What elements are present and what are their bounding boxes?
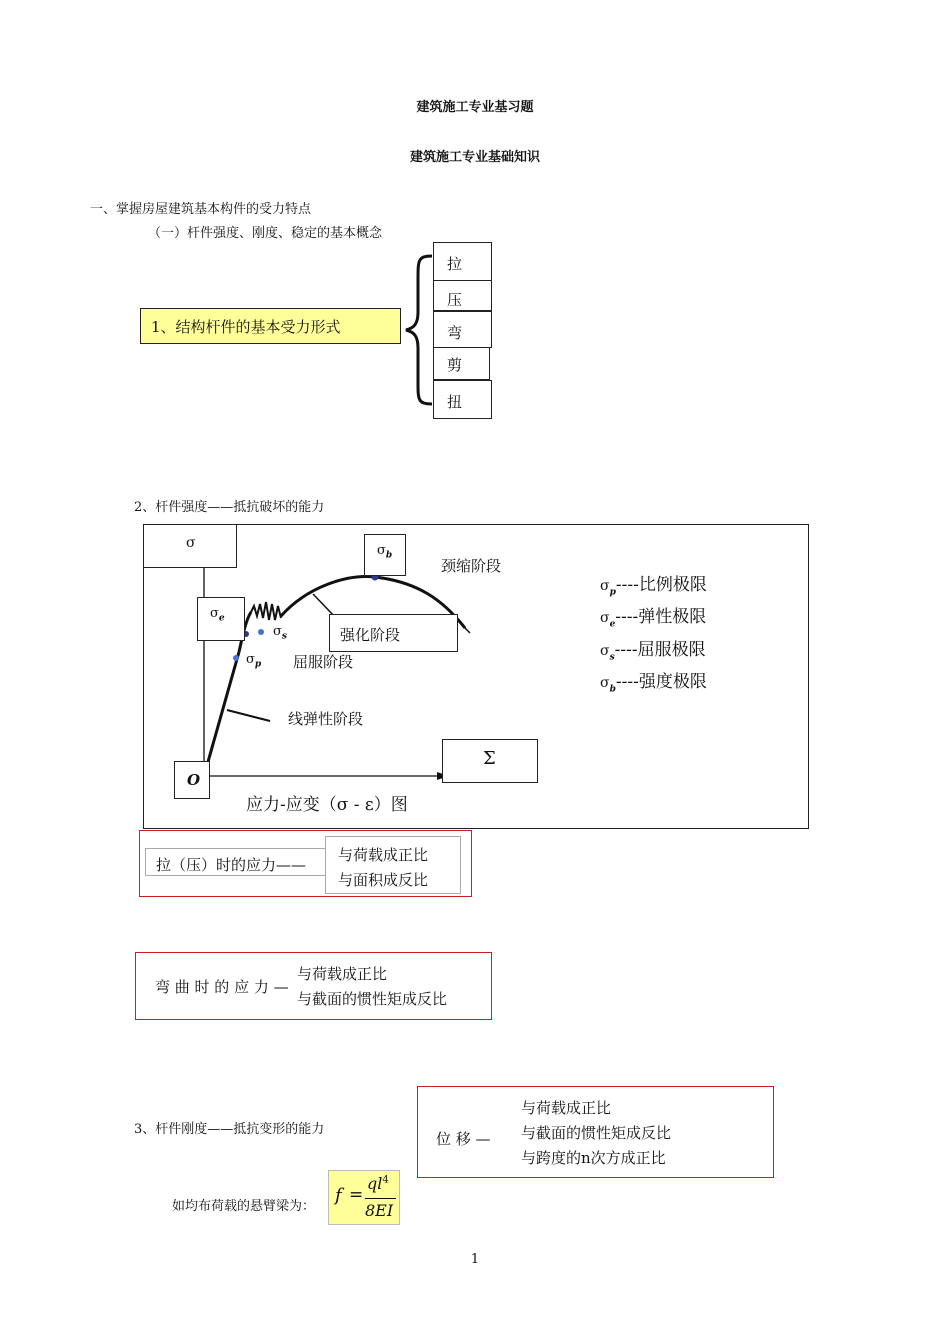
force-type-torsion <box>433 380 492 419</box>
formula-num-text: ql <box>367 1174 383 1193</box>
displacement-label: 位 移 — <box>436 1130 491 1148</box>
origin-label-box <box>174 761 210 799</box>
legend-text: ----比例极限 <box>615 575 707 595</box>
page-number: 1 <box>470 1252 480 1267</box>
tension-stress-label: 拉（压）时的应力—— <box>156 856 307 874</box>
displacement-item: 与跨度的n次方成正比 <box>521 1149 666 1167</box>
subsection-heading-1: （一）杆件强度、刚度、稳定的基本概念 <box>148 226 383 241</box>
formula-equals: = <box>349 1185 364 1205</box>
sigma-p-label <box>246 652 261 670</box>
origin-label: O <box>187 771 201 789</box>
yield-stage-label: 屈服阶段 <box>293 653 354 671</box>
hardening-stage-box <box>329 614 458 652</box>
legend-symbol: σ <box>600 642 610 659</box>
displacement-items <box>521 1096 671 1171</box>
legend-text: ----强度极限 <box>615 672 707 693</box>
legend-sub: b <box>609 684 616 695</box>
deflection-formula <box>328 1170 400 1225</box>
legend-text: ----屈服极限 <box>614 639 706 660</box>
section-heading-1: 一、掌握房屋建筑基本构件的受力特点 <box>90 202 312 217</box>
sigma-axis-label: σ <box>186 535 196 551</box>
diagram-caption: 应力-应变（σ - ε）图 <box>246 795 408 815</box>
tension-item: 与荷载成正比 <box>338 846 429 864</box>
strength-heading: 2、杆件强度——抵抗破坏的能力 <box>134 500 325 515</box>
force-type-shear <box>433 347 490 380</box>
force-type-compression <box>433 281 492 311</box>
bending-stress-label: 弯 曲 时 的 应 力 — <box>155 978 289 996</box>
legend-item <box>600 638 707 670</box>
sigma-s-sub: s <box>281 631 287 642</box>
elastic-stage-label: 线弹性阶段 <box>288 710 364 728</box>
sigma-p-symbol: σ <box>246 652 255 667</box>
sigma-s-label <box>273 624 287 642</box>
legend-item <box>600 605 707 637</box>
force-type-tension <box>433 242 492 281</box>
sigma-axis-label-box <box>143 524 237 568</box>
stiffness-heading: 3、杆件刚度——抵抗变形的能力 <box>134 1122 325 1137</box>
legend-text: ----弹性极限 <box>615 607 707 628</box>
hardening-stage-label: 强化阶段 <box>340 626 401 644</box>
sigma-b-symbol: σ <box>377 543 386 558</box>
stress-limits-legend <box>600 573 707 703</box>
cantilever-label: 如均布荷载的悬臂梁为： <box>172 1199 316 1214</box>
force-type-label: 拉 <box>447 255 463 273</box>
legend-symbol: σ <box>600 675 610 692</box>
legend-symbol: σ <box>600 610 610 627</box>
formula-exponent: 4 <box>382 1174 389 1186</box>
necking-stage-label: 颈缩阶段 <box>441 557 502 575</box>
sigma-e-box <box>197 597 245 641</box>
formula-denominator: 8EI <box>365 1201 394 1220</box>
sigma-s-symbol: σ <box>273 624 282 639</box>
bending-item: 与荷载成正比 <box>297 965 388 983</box>
tension-stress-items <box>325 836 461 894</box>
document-subtitle: 建筑施工专业基础知识 <box>409 150 540 165</box>
epsilon-axis-label-box <box>442 739 538 783</box>
tension-item: 与面积成反比 <box>338 871 429 889</box>
legend-sub: s <box>609 652 615 663</box>
force-type-bending <box>433 311 492 348</box>
epsilon-axis-label: Σ <box>483 748 496 769</box>
legend-item <box>600 670 707 702</box>
displacement-item: 与截面的惯性矩成反比 <box>521 1124 672 1142</box>
bending-item: 与截面的惯性矩成反比 <box>297 990 448 1008</box>
sigma-b-box <box>364 534 406 576</box>
bending-stress-items <box>297 962 447 1012</box>
legend-item <box>600 573 707 605</box>
force-type-label: 压 <box>447 291 463 309</box>
fraction-bar <box>365 1198 396 1199</box>
force-type-label: 弯 <box>447 324 463 342</box>
legend-sub: e <box>609 619 616 630</box>
sigma-e-sub: e <box>218 613 225 624</box>
sigma-b-sub: b <box>385 550 393 561</box>
formula-lhs: f <box>335 1185 342 1206</box>
formula-numerator <box>367 1174 389 1193</box>
force-forms-label: 1、结构杆件的基本受力形式 <box>151 318 341 336</box>
tension-stress-label-box <box>145 848 331 876</box>
force-type-label: 扭 <box>447 393 463 411</box>
sigma-e-symbol: σ <box>210 606 219 621</box>
force-forms-label-box <box>140 308 401 344</box>
legend-sub: p <box>609 587 616 598</box>
document-title: 建筑施工专业基习题 <box>416 100 534 115</box>
sigma-p-sub: p <box>254 659 262 670</box>
force-type-label: 剪 <box>447 356 463 374</box>
displacement-item: 与荷载成正比 <box>521 1099 612 1117</box>
legend-symbol: σ <box>600 578 610 594</box>
